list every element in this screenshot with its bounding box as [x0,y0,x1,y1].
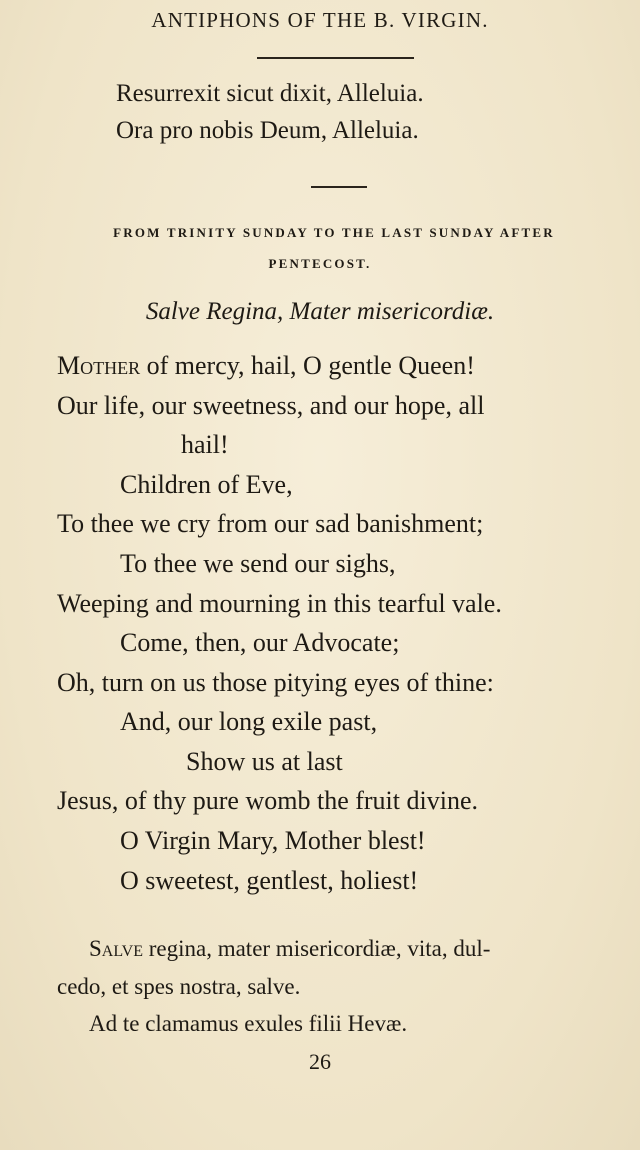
hymn-verse: To thee we cry from our sad banishment; [57,509,484,538]
hymn-verse: To thee we send our sighs, [120,549,396,578]
hymn-verse: Weeping and mourning in this tearful vale. [57,589,502,618]
section-divider [311,186,367,188]
latin-lead-word: Salve [89,936,143,961]
verse-text: of mercy, hail, O gentle Queen! [140,351,475,380]
hymn-verse: Children of Eve, [120,470,293,499]
hymn-verse: Come, then, our Advocate; [120,628,400,657]
hymn-verse: And, our long exile past, [120,707,378,736]
header-rule [257,57,414,59]
previous-antiphon-line: Ora pro nobis Deum, Alleluia. [116,117,419,144]
hymn-verse: Oh, turn on us those pitying eyes of thine: [57,668,494,697]
hymn-verse: Jesus, of thy pure womb the fruit divine. [57,786,478,815]
hymn-incipit: Salve Regina, Mater misericordiæ. [145,298,495,325]
hymn-verse: O Virgin Mary, Mother blest! [120,826,426,855]
running-header: ANTIPHONS OF THE B. VIRGIN. [151,8,489,32]
latin-text: regina, mater misericordiæ, vita, dul- [142,936,491,961]
previous-antiphon-line: Resurrexit sicut dixit, Alleluia. [116,80,424,107]
latin-text-line: cedo, et spes nostra, salve. [57,974,301,999]
latin-text-line [89,936,490,962]
season-heading-line-1: FROM TRINITY SUNDAY TO THE LAST SUNDAY AFTER [113,225,555,240]
season-heading-line-2: PENTECOST. [268,256,372,271]
hymn-verse: O sweetest, gentlest, holiest! [120,866,419,895]
hymn-verse: hail! [181,430,229,459]
verse-lead-word: Mother [57,351,141,380]
latin-text-line: Ad te clamamus exules filii Hevæ. [89,1011,408,1036]
page-number: 26 [309,1049,331,1074]
hymn-verse [57,351,475,381]
hymn-verse: Our life, our sweetness, and our hope, all [57,391,485,420]
hymn-verse: Show us at last [186,747,343,776]
